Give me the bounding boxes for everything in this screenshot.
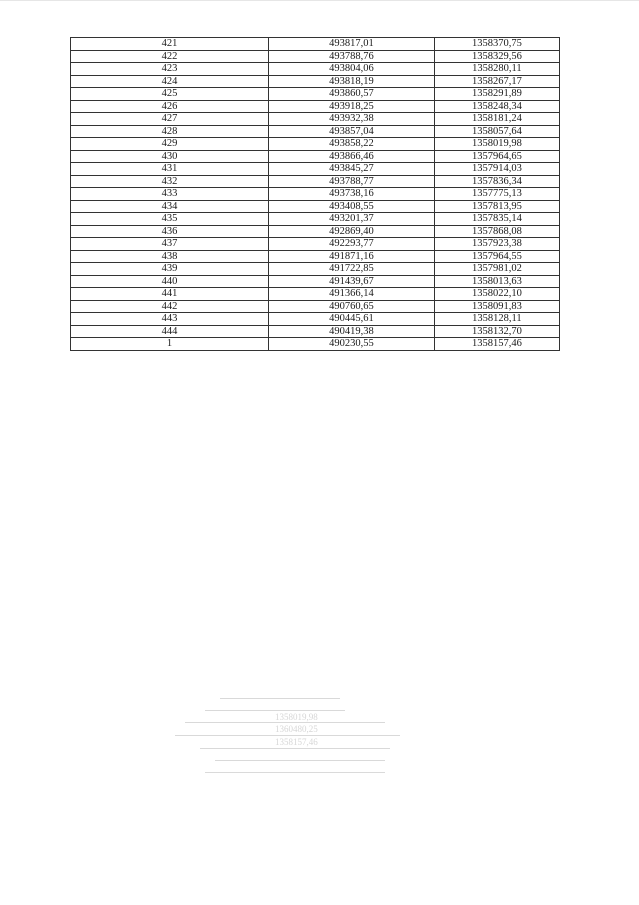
x-coordinate-cell: 493408,55 — [269, 200, 435, 213]
table-row — [71, 213, 560, 226]
x-coordinate-cell: 493738,16 — [269, 188, 435, 201]
y-coordinate-cell: 1357981,02 — [434, 263, 559, 276]
y-coordinate-cell: 1358181,24 — [434, 113, 559, 126]
point-number-cell: 442 — [71, 300, 269, 313]
y-coordinate-cell: 1358280,11 — [434, 63, 559, 76]
y-coordinate-cell: 1357964,55 — [434, 250, 559, 263]
point-number-cell: 432 — [71, 175, 269, 188]
x-coordinate-cell: 493817,01 — [269, 38, 435, 51]
point-number-cell: 422 — [71, 50, 269, 63]
table-row — [71, 288, 560, 301]
x-coordinate-cell: 493788,77 — [269, 175, 435, 188]
point-number-cell: 438 — [71, 250, 269, 263]
table-row — [71, 75, 560, 88]
point-number-cell: 434 — [71, 200, 269, 213]
table-row — [71, 113, 560, 126]
point-number-cell: 437 — [71, 238, 269, 251]
table-row — [71, 188, 560, 201]
table-row — [71, 150, 560, 163]
table-row — [71, 225, 560, 238]
point-number-cell: 433 — [71, 188, 269, 201]
y-coordinate-cell: 1357964,65 — [434, 150, 559, 163]
x-coordinate-cell: 493201,37 — [269, 213, 435, 226]
point-number-cell: 431 — [71, 163, 269, 176]
y-coordinate-cell: 1358019,98 — [434, 138, 559, 151]
x-coordinate-cell: 493918,25 — [269, 100, 435, 113]
x-coordinate-cell: 493818,19 — [269, 75, 435, 88]
point-number-cell: 435 — [71, 213, 269, 226]
x-coordinate-cell: 493858,22 — [269, 138, 435, 151]
y-coordinate-cell: 1358091,83 — [434, 300, 559, 313]
table-row — [71, 250, 560, 263]
y-coordinate-cell: 1358128,11 — [434, 313, 559, 326]
table-row — [71, 138, 560, 151]
y-coordinate-cell: 1357775,13 — [434, 188, 559, 201]
point-number-cell: 444 — [71, 325, 269, 338]
point-number-cell: 428 — [71, 125, 269, 138]
y-coordinate-cell: 1358329,56 — [434, 50, 559, 63]
y-coordinate-cell: 1358132,70 — [434, 325, 559, 338]
table-row — [71, 163, 560, 176]
point-number-cell: 441 — [71, 288, 269, 301]
point-number-cell: 429 — [71, 138, 269, 151]
page-top-edge — [0, 0, 639, 9]
point-number-cell: 436 — [71, 225, 269, 238]
table-row — [71, 88, 560, 101]
point-number-cell: 424 — [71, 75, 269, 88]
y-coordinate-cell: 1357914,03 — [434, 163, 559, 176]
y-coordinate-cell: 1357813,95 — [434, 200, 559, 213]
table-row — [71, 175, 560, 188]
table-row — [71, 313, 560, 326]
y-coordinate-cell: 1357868,08 — [434, 225, 559, 238]
table-row — [71, 125, 560, 138]
table-row — [71, 325, 560, 338]
y-coordinate-cell: 1358157,46 — [434, 338, 559, 351]
table-row — [71, 300, 560, 313]
faded-stamp-line-2: 1360480,25 — [275, 724, 318, 734]
faded-stamp-line-3: 1358157,46 — [275, 737, 318, 747]
point-number-cell: 425 — [71, 88, 269, 101]
table-row — [71, 238, 560, 251]
faded-bleed-through-stamp — [175, 680, 400, 820]
x-coordinate-cell: 493932,38 — [269, 113, 435, 126]
table-row — [71, 100, 560, 113]
x-coordinate-cell: 491722,85 — [269, 263, 435, 276]
x-coordinate-cell: 493804,06 — [269, 63, 435, 76]
coordinates-table-body — [71, 38, 560, 351]
point-number-cell: 421 — [71, 38, 269, 51]
x-coordinate-cell: 493860,57 — [269, 88, 435, 101]
coordinates-table — [70, 37, 560, 351]
table-row — [71, 38, 560, 51]
point-number-cell: 443 — [71, 313, 269, 326]
point-number-cell: 427 — [71, 113, 269, 126]
table-row — [71, 275, 560, 288]
faded-stamp-line-1: 1358019,98 — [275, 712, 318, 722]
x-coordinate-cell: 491439,67 — [269, 275, 435, 288]
x-coordinate-cell: 491871,16 — [269, 250, 435, 263]
x-coordinate-cell: 490760,65 — [269, 300, 435, 313]
y-coordinate-cell: 1357835,14 — [434, 213, 559, 226]
y-coordinate-cell: 1357923,38 — [434, 238, 559, 251]
x-coordinate-cell: 490419,38 — [269, 325, 435, 338]
table-row — [71, 200, 560, 213]
y-coordinate-cell: 1358291,89 — [434, 88, 559, 101]
point-number-cell: 440 — [71, 275, 269, 288]
point-number-cell: 423 — [71, 63, 269, 76]
point-number-cell: 426 — [71, 100, 269, 113]
table-row — [71, 263, 560, 276]
y-coordinate-cell: 1358248,34 — [434, 100, 559, 113]
y-coordinate-cell: 1358022,10 — [434, 288, 559, 301]
x-coordinate-cell: 490230,55 — [269, 338, 435, 351]
y-coordinate-cell: 1358267,17 — [434, 75, 559, 88]
x-coordinate-cell: 493866,46 — [269, 150, 435, 163]
table-row — [71, 338, 560, 351]
table-row — [71, 50, 560, 63]
x-coordinate-cell: 492869,40 — [269, 225, 435, 238]
point-number-cell: 1 — [71, 338, 269, 351]
x-coordinate-cell: 490445,61 — [269, 313, 435, 326]
x-coordinate-cell: 493845,27 — [269, 163, 435, 176]
point-number-cell: 430 — [71, 150, 269, 163]
point-number-cell: 439 — [71, 263, 269, 276]
y-coordinate-cell: 1357836,34 — [434, 175, 559, 188]
table-row — [71, 63, 560, 76]
y-coordinate-cell: 1358057,64 — [434, 125, 559, 138]
x-coordinate-cell: 492293,77 — [269, 238, 435, 251]
y-coordinate-cell: 1358370,75 — [434, 38, 559, 51]
x-coordinate-cell: 491366,14 — [269, 288, 435, 301]
x-coordinate-cell: 493788,76 — [269, 50, 435, 63]
y-coordinate-cell: 1358013,63 — [434, 275, 559, 288]
x-coordinate-cell: 493857,04 — [269, 125, 435, 138]
